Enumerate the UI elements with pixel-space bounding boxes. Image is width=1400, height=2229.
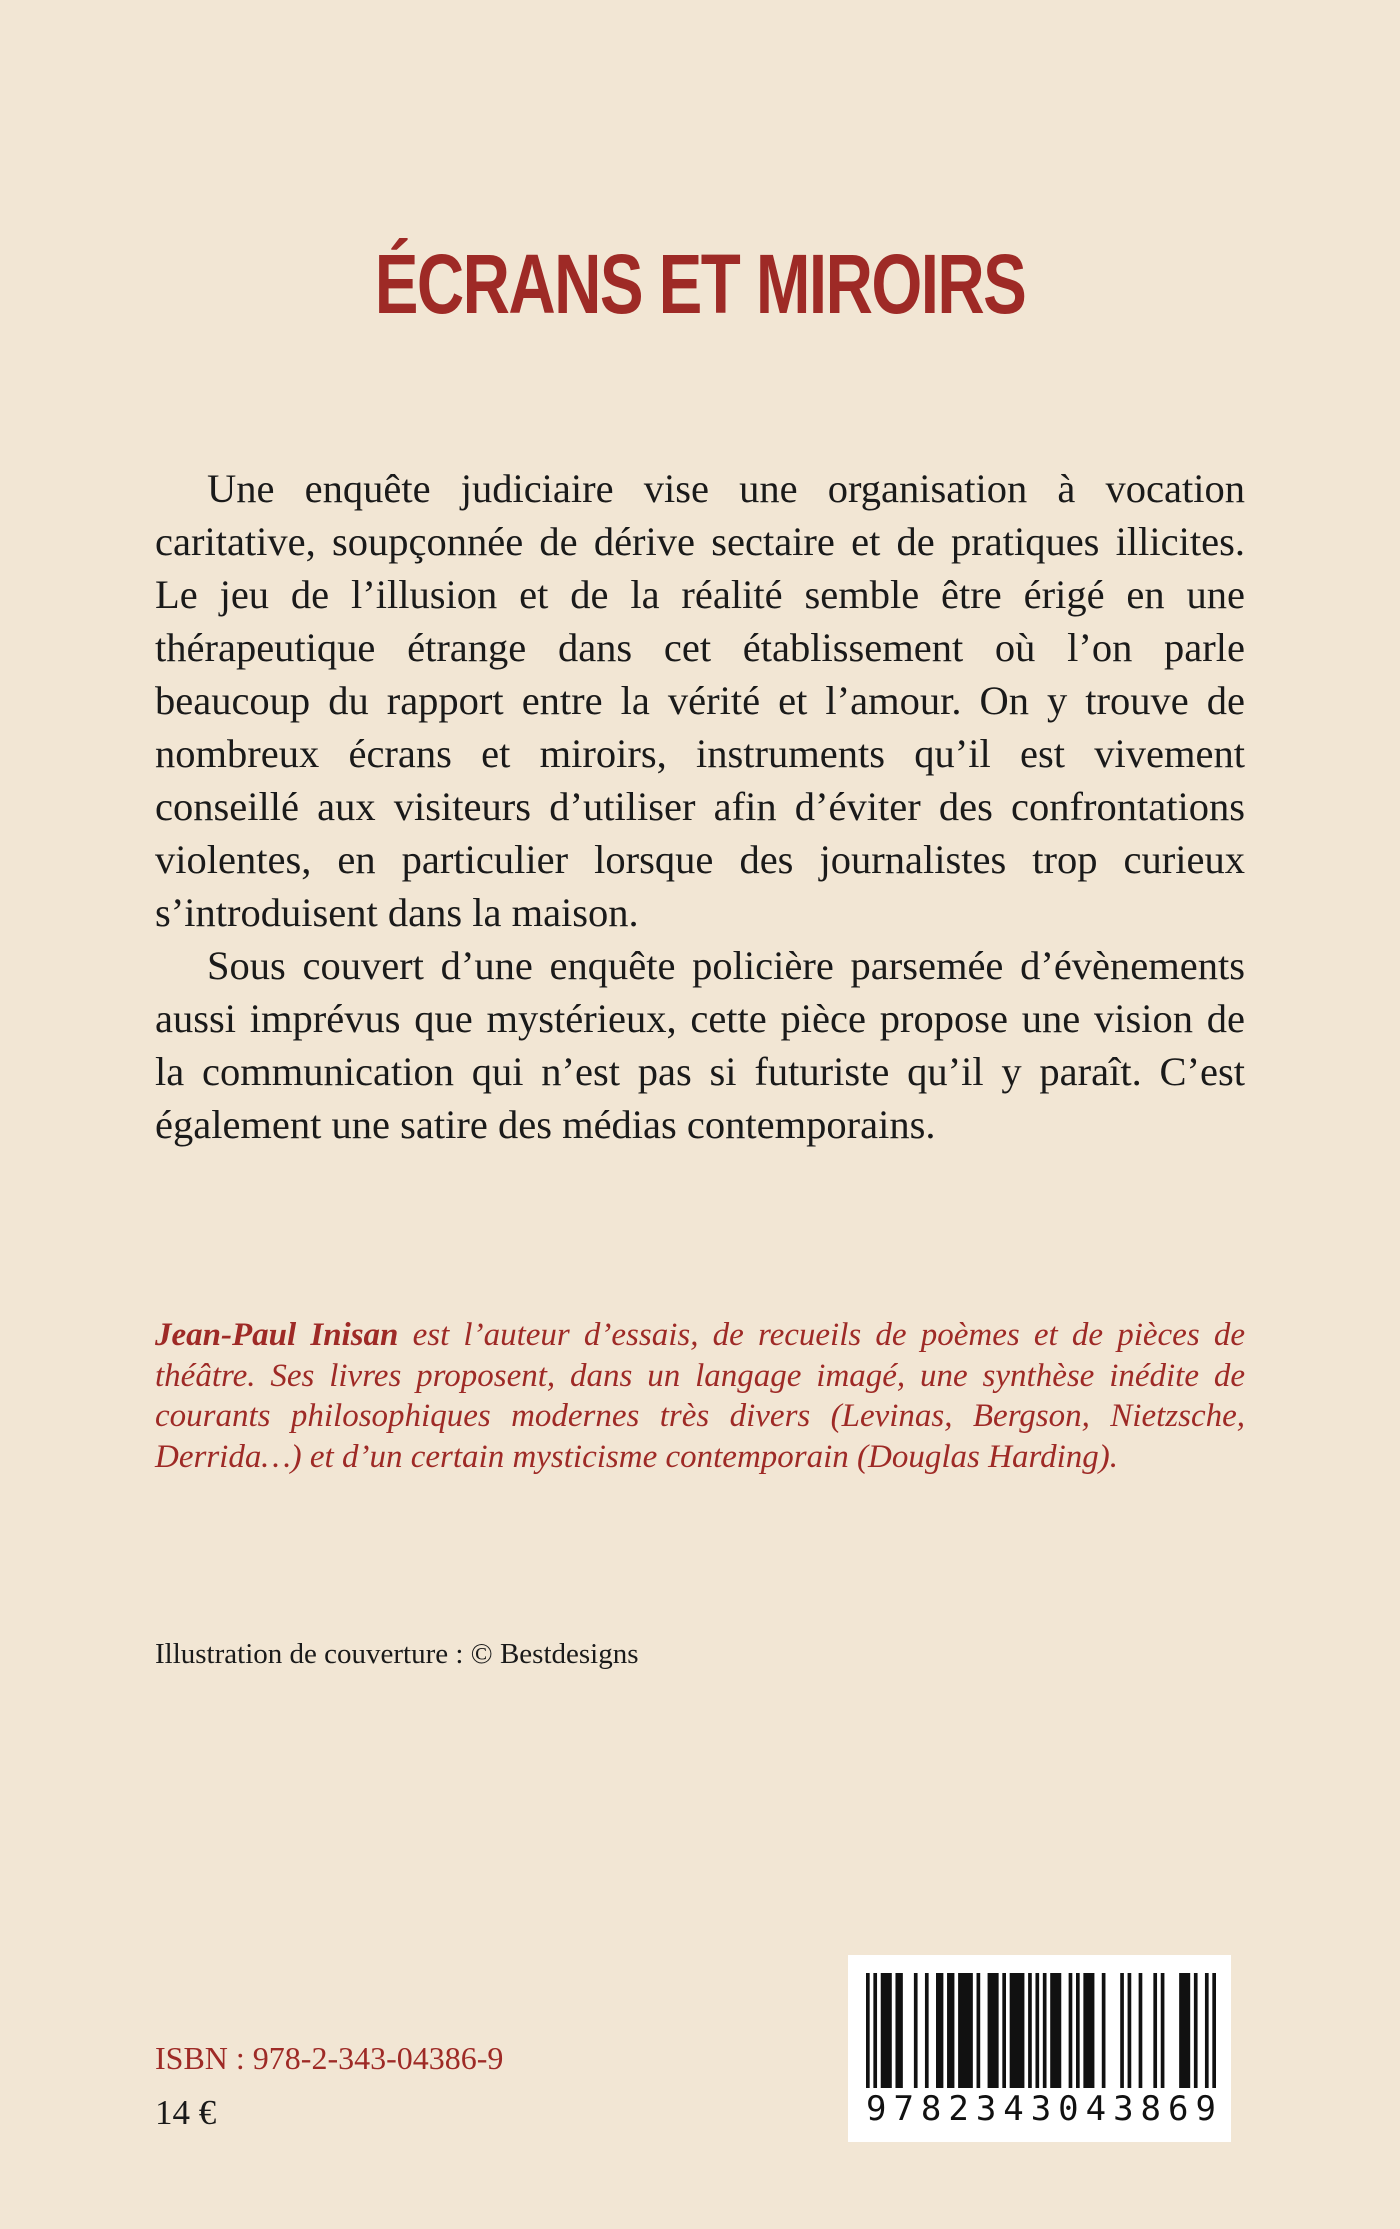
barcode-digit: 6: [1167, 2089, 1189, 2129]
barcode-bars: [866, 1973, 1216, 2088]
barcode-bar: [866, 1973, 870, 2088]
barcode-bar: [1161, 1973, 1165, 2088]
barcode-bar: [1205, 1973, 1209, 2088]
author-bio-text: est l’auteur d’essais, de recueils de poèmes et de pièces de théâtre. Ses livres proposent, dans un langage imagé, une synthèse inédite de courants philosophiques modernes très divers (Levinas, Bergson, Nietzsche, Derrida…) et d’un certain mysticisme contemporain (Douglas Harding).: [155, 1317, 1245, 1475]
barcode-bar: [1139, 1973, 1143, 2088]
author-bio: [155, 1315, 1245, 1477]
barcode-bar: [881, 1973, 892, 2088]
barcode-bar: [1076, 1973, 1080, 2088]
barcode-digit: 8: [920, 2089, 942, 2129]
barcode-bar: [1194, 1973, 1198, 2088]
barcode-bar: [1010, 1973, 1025, 2088]
barcode: [848, 1955, 1231, 2142]
cover-illustration-credit: Illustration de couverture : © Bestdesigns: [155, 1638, 639, 1670]
barcode-digit: 0: [1058, 2089, 1079, 2129]
blurb-paragraph-1: Une enquête judiciaire vise une organisation à vocation caritative, soupçonnée de dérive sectaire et de pratiques illicites. Le jeu de l’illusion et de la réalité semble être érigé en une thérapeutique étrange dans cet établissement où l’on parle beaucoup du rapport entre la vérité et l’amour. On y trouve de nombreux écrans et miroirs, instruments qu’il est vivement conseillé aux visiteurs d’utiliser afin d’éviter des confrontations violentes, en particulier lorsque des journalistes trop curieux s’introduisent dans la maison.: [155, 466, 1245, 935]
barcode-bar: [1212, 1973, 1216, 2088]
price: 14 €: [155, 2093, 217, 2132]
barcode-bar: [1128, 1973, 1132, 2088]
barcode-digit: 4: [1085, 2089, 1107, 2129]
barcode-digit: 7: [893, 2089, 914, 2129]
barcode-bar: [1102, 1973, 1106, 2088]
book-blurb: [155, 462, 1245, 1151]
barcode-bar: [1050, 1973, 1061, 2088]
author-name: Jean-Paul Inisan: [155, 1317, 399, 1353]
barcode-bar: [873, 1973, 877, 2088]
barcode-digit: 8: [1140, 2089, 1162, 2129]
barcode-bar: [1083, 1973, 1094, 2088]
barcode-bar: [1043, 1973, 1047, 2088]
barcode-digit: 3: [975, 2089, 997, 2129]
barcode-digit: 3: [1113, 2089, 1134, 2129]
barcode-bar: [1069, 1973, 1073, 2088]
barcode-bar: [895, 1973, 902, 2088]
barcode-bar: [1179, 1973, 1190, 2088]
isbn: ISBN : 978-2-343-04386-9: [155, 2040, 504, 2076]
barcode-digit: 4: [1003, 2089, 1024, 2129]
barcode-bar: [925, 1973, 929, 2088]
barcode-digit: 9: [1195, 2089, 1216, 2129]
barcode-bar: [1035, 1973, 1039, 2088]
barcode-bar: [1120, 1973, 1124, 2088]
barcode-digits: [866, 2089, 1216, 2129]
barcode-digit: 2: [948, 2089, 969, 2129]
barcode-digit: 3: [1030, 2089, 1052, 2129]
barcode-bar: [947, 1973, 954, 2088]
barcode-bar: [1028, 1973, 1032, 2088]
barcode-bar: [1153, 1973, 1157, 2088]
barcode-bar: [958, 1973, 973, 2088]
barcode-bar: [977, 1973, 981, 2088]
barcode-bar: [936, 1973, 943, 2088]
barcode-bar: [988, 1973, 999, 2088]
book-title: ÉCRANS ET MIROIRS: [374, 237, 1026, 331]
barcode-bar: [914, 1973, 918, 2088]
barcode-digit: 9: [866, 2089, 887, 2129]
barcode-bar: [1002, 1973, 1006, 2088]
blurb-paragraph-2: Sous couvert d’une enquête policière parsemée d’évènements aussi imprévus que mystérieux, cette pièce propose une vision de la communication qui n’est pas si futuriste qu’il y paraît. C’est également une satire des médias contemporains.: [155, 943, 1245, 1147]
